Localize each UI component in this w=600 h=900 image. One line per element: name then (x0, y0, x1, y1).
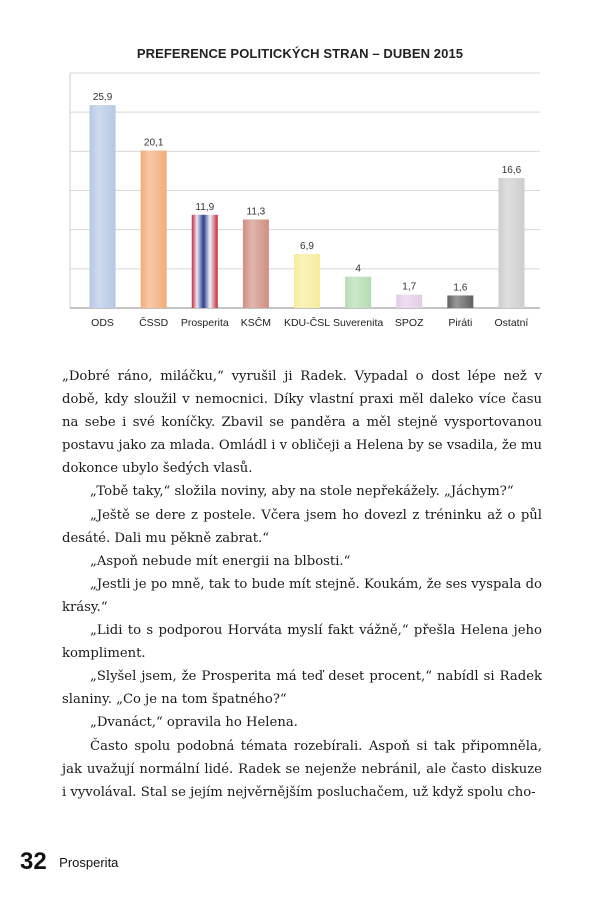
page-footer (20, 848, 118, 876)
value-label: 25,9 (92, 92, 113, 104)
value-label: 20,1 (143, 137, 164, 149)
chart-bars (90, 105, 525, 308)
category-label: KDU-ČSL (283, 317, 331, 329)
category-label: ČSSD (139, 317, 169, 329)
category-label: Piráti (448, 317, 473, 329)
paragraph: „Aspoň nebude mít energii na blbosti.“ (90, 553, 351, 569)
bar-highlight (396, 295, 422, 308)
value-label: 6,9 (300, 240, 314, 252)
value-label: 4 (355, 263, 361, 275)
paragraph: „Tobě taky,“ složila noviny, aby na stole nepřekážely. „Jáchym?“ (90, 484, 514, 500)
bar-highlight (90, 105, 116, 308)
value-label: 16,6 (501, 164, 522, 176)
paragraph: „Dvanáct,“ opravila ho Helena. (90, 715, 298, 731)
category-label: Ostatní (494, 317, 529, 329)
bar-highlight (447, 295, 473, 308)
bar-highlight (141, 151, 167, 308)
paragraph: „Ještě se dere z postele. Včera jsem ho dovezl z tréninku až o půl desáté. Dali mu pěkně zabrat.“ (62, 507, 542, 546)
category-label: ODS (91, 317, 114, 329)
bar-prosperita (192, 215, 218, 308)
category-label: Prosperita (180, 317, 229, 329)
value-label: 1,7 (402, 281, 417, 293)
bar-highlight (243, 219, 269, 308)
value-label: 11,9 (195, 201, 215, 213)
category-label: Suverenita (333, 317, 384, 329)
chart-title: PREFERENCE POLITICKÝCH STRAN – DUBEN 2015 (136, 46, 464, 61)
bar-highlight (345, 277, 371, 308)
paragraph: „Lidi to s podporou Horváta myslí fakt vážně,“ přešla Helena jeho kompliment. (62, 623, 542, 662)
paragraph: „Slyšel jsem, že Prosperita má teď deset procent,“ nabídl si Radek slaniny. „Co je na tom špatného?“ (62, 669, 542, 708)
value-label: 11,3 (246, 206, 266, 218)
category-label: KSČM (240, 317, 272, 329)
paragraph: Často spolu podobná témata rozebírali. Aspoň si tak připomněla, jak uvažují normální lidé. Radek se nejenže nebránil, ale často diskuze i vyvolával. Stal se jejím nejvěrnějším posluchačem, už když spolu cho- (62, 738, 542, 800)
body-text (62, 365, 542, 804)
category-label: SPOZ (394, 317, 424, 329)
book-title: Prosperita (59, 854, 119, 870)
paragraph: „Jestli je po mně, tak to bude mít stejně. Koukám, že ses vyspala do krásy.“ (62, 576, 542, 615)
paragraph: „Dobré ráno, miláčku,“ vyrušil ji Radek. Vypadal o dost lépe než v době, kdy sloužil v nemocnici. Díky vlastní praxi měl daleko více času na sebe i své koníčky. Zbavil se panděra a měl stejně vysportovanou postavu jako za mlada. Omládl i v obličeji a Helena by se vsadila, že mu dokonce ubylo šedých vlasů. (62, 369, 542, 477)
bar-highlight (294, 254, 320, 308)
bar-chart (0, 70, 600, 340)
bar-highlight (498, 178, 524, 308)
value-label: 1,6 (453, 282, 468, 294)
page-number: 32 (20, 848, 47, 875)
